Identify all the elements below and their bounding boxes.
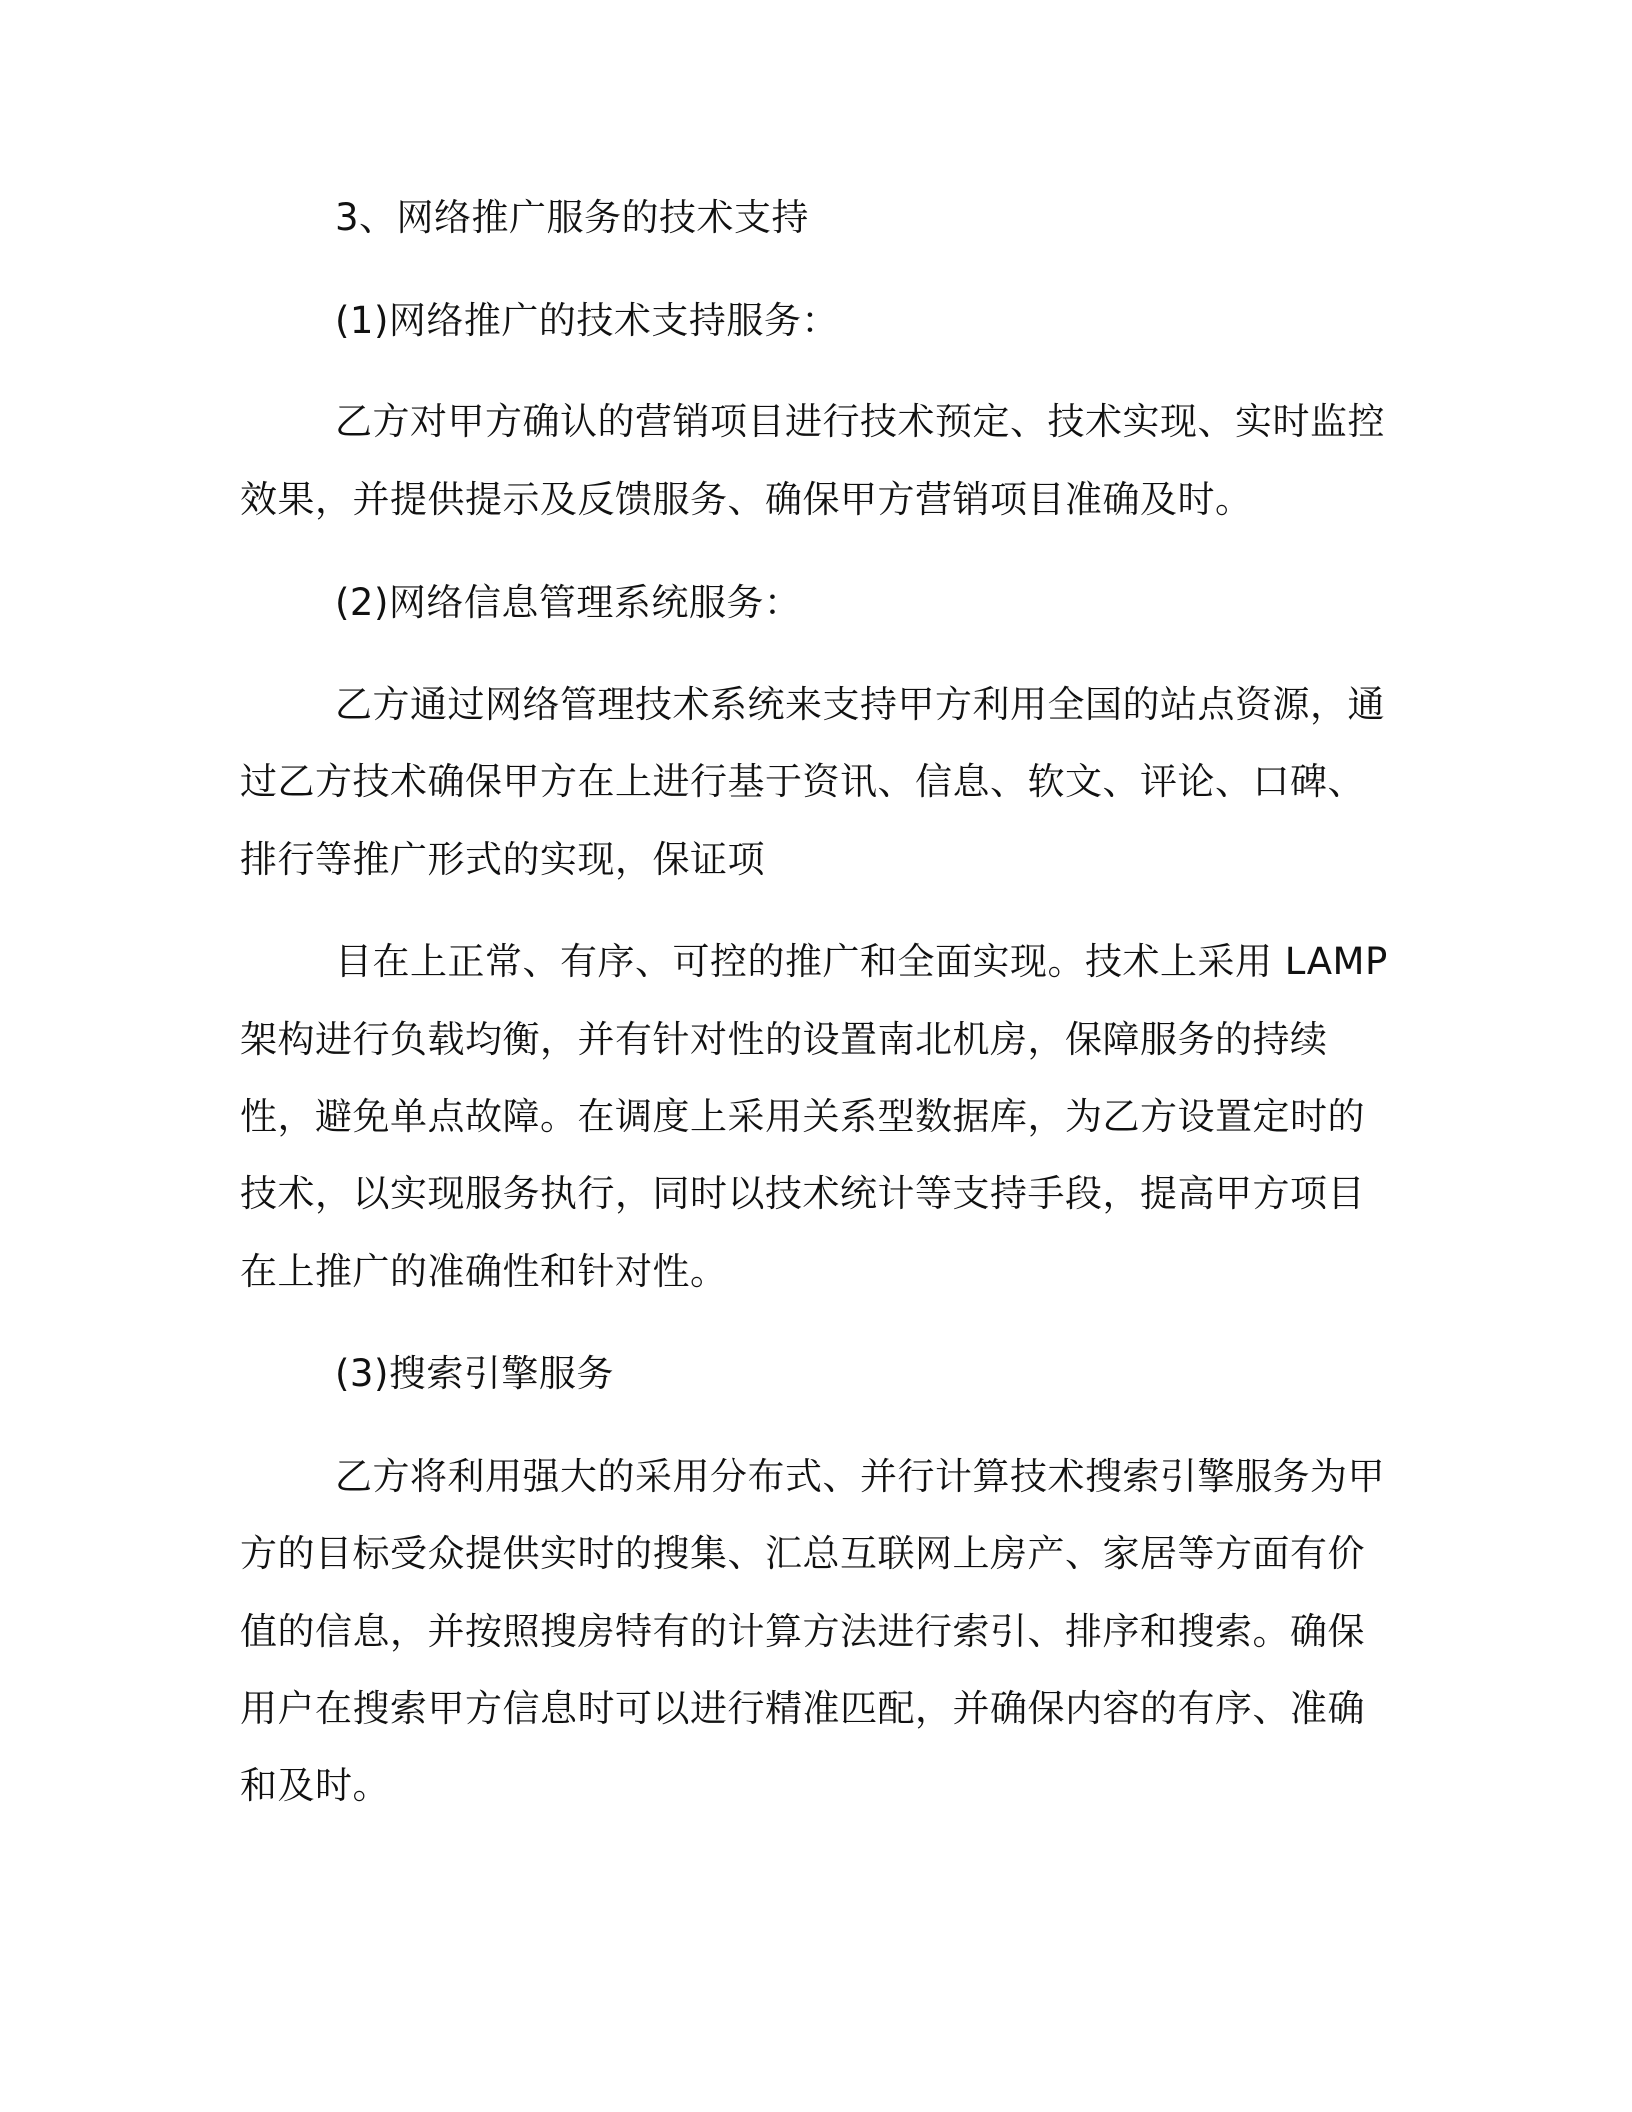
- subheading-2: (2)网络信息管理系统服务：: [335, 581, 802, 624]
- paragraph-4-line-5: 和及时。: [240, 1764, 390, 1807]
- paragraph-1-line-2: 效果，并提供提示及反馈服务、确保甲方营销项目准确及时。: [240, 478, 1253, 521]
- paragraph-3-line-4: 技术，以实现服务执行，同时以技术统计等支持手段，提高甲方项目: [240, 1172, 1365, 1215]
- paragraph-3-line-5: 在上推广的准确性和针对性。: [240, 1250, 728, 1293]
- paragraph-4-line-1: 乙方将利用强大的采用分布式、并行计算技术搜索引擎服务为甲: [335, 1455, 1385, 1498]
- paragraph-2-line-2: 过乙方技术确保甲方在上进行基于资讯、信息、软文、评论、口碑、: [240, 760, 1365, 803]
- paragraph-2-line-3: 排行等推广形式的实现，保证项: [240, 838, 765, 881]
- paragraph-4-line-3: 值的信息，并按照搜房特有的计算方法进行索引、排序和搜索。确保: [240, 1610, 1365, 1653]
- subheading-1: (1)网络推广的技术支持服务：: [335, 299, 839, 342]
- paragraph-2-line-1: 乙方通过网络管理技术系统来支持甲方利用全国的站点资源，通: [335, 683, 1385, 726]
- paragraph-3-line-1: 目在上正常、有序、可控的推广和全面实现。技术上采用 LAMP: [335, 940, 1388, 983]
- subheading-3: (3)搜索引擎服务: [335, 1352, 614, 1395]
- paragraph-1-line-1: 乙方对甲方确认的营销项目进行技术预定、技术实现、实时监控: [335, 400, 1385, 443]
- paragraph-3-line-3: 性，避免单点故障。在调度上采用关系型数据库，为乙方设置定时的: [240, 1095, 1365, 1138]
- paragraph-4-line-4: 用户在搜索甲方信息时可以进行精准匹配，并确保内容的有序、准确: [240, 1687, 1365, 1730]
- section-heading: 3、网络推广服务的技术支持: [335, 196, 810, 239]
- paragraph-3-line-2: 架构进行负载均衡，并有针对性的设置南北机房，保障服务的持续: [240, 1018, 1328, 1061]
- paragraph-4-line-2: 方的目标受众提供实时的搜集、汇总互联网上房产、家居等方面有价: [240, 1532, 1365, 1575]
